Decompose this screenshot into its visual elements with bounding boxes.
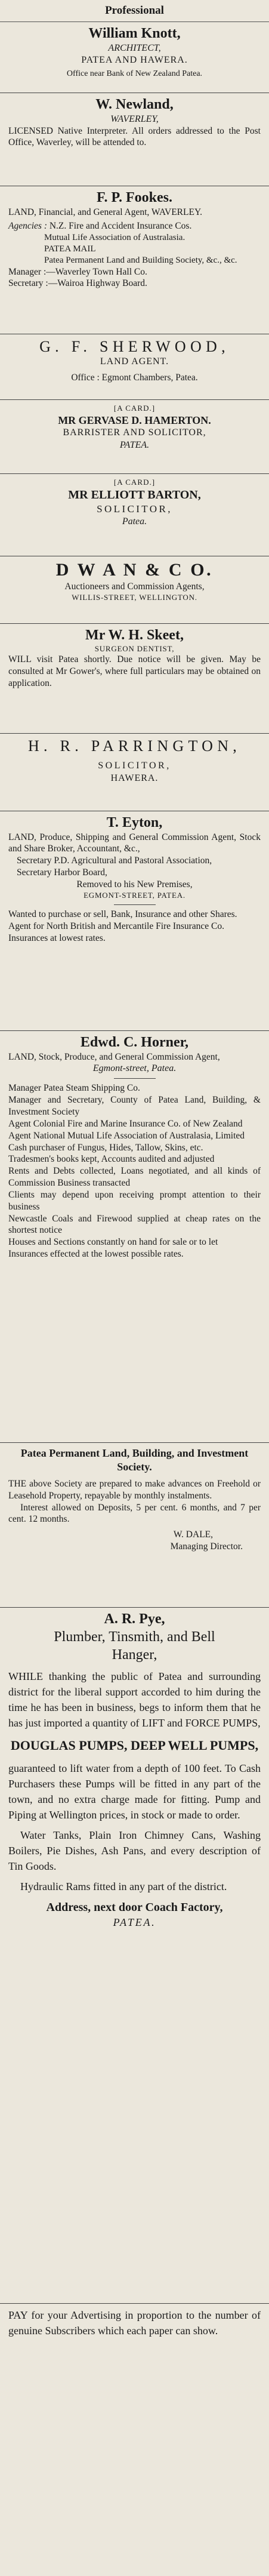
ad-fookes-agency-0: N.Z. Fire and Accident Insurance Cos. — [49, 221, 192, 232]
ad-eyton-line-0: Secretary P.D. Agricultural and Pastoral Association, — [17, 855, 212, 866]
ad-pye-body: WHILE thanking the public of Patea and surrounding district for the liberal support accorded to him during the time he has been in business, begs to inform them that he has just imported a quantity of LIFT and FORCE PUMPS, — [8, 1670, 261, 1729]
ad-skeet-role: SURGEON DENTIST, — [94, 644, 175, 653]
ad-society-signer: W. DALE, — [173, 1529, 213, 1540]
ad-horner-item-0: Manager Patea Steam Shipping Co. — [8, 1083, 140, 1094]
ad-eyton-line-1: Secretary Harbor Board, — [17, 867, 107, 878]
ad-eyton-rule — [114, 904, 156, 905]
ad-knott-role: ARCHITECT, — [108, 42, 161, 53]
ad-sherwood — [0, 334, 269, 400]
ad-parrington-role: SOLICITOR, — [98, 760, 171, 771]
ad-horner-rule — [114, 1078, 156, 1079]
ad-society-body: THE above Society are prepared to make advances on Freehold or Leasehold Property, repayable by monthly instalments. — [8, 1479, 261, 1501]
ad-fookes-agency-1: Mutual Life Association of Australasia. — [44, 233, 185, 243]
ad-pye-trade2: Hanger, — [112, 1646, 157, 1663]
ad-dwan-address: WILLIS-STREET, WELLINGTON. — [72, 592, 197, 602]
ad-pye-trade1: Plumber, Tinsmith, and Bell — [54, 1629, 215, 1645]
ad-pye-address: Address, next door Coach Factory, — [46, 1901, 223, 1915]
ad-hamerton-card: [A CARD.] — [113, 404, 156, 413]
ad-horner-item-7: Clients may depend upon receiving prompt attention to their business — [8, 1189, 261, 1212]
ad-horner-name: Edwd. C. Horner, — [80, 1035, 189, 1050]
ad-fookes-agencies-label: Agencies : — [8, 221, 47, 232]
ad-pye-tanks: Water Tanks, Plain Iron Chimney Cans, Washing Boilers, Pie Dishes, Ash Pans, and every description of Tin Goods. — [8, 1829, 261, 1873]
ad-pye-pumps-body: guaranteed to lift water from a depth of 100 feet. To Cash Purchasers these Pumps will be fitted in any part of the town, and no extra charge made for fitting. Pump and Piping at Wellington prices, in stock or made to order. — [8, 1762, 261, 1821]
ad-hamerton-role: BARRISTER AND SOLICITOR, — [63, 427, 206, 438]
ad-eyton-agent2: Insurances at lowest rates. — [8, 932, 106, 943]
ad-society-signer-role: Managing Director. — [170, 1541, 243, 1552]
ad-fookes-agency-3: Patea Permanent Land and Building Society, &c., &c. — [44, 255, 237, 265]
ad-eyton-body: LAND, Produce, Shipping and General Commission Agent, Stock and Share Broker, Accountant, &c., — [8, 832, 261, 854]
ad-horner-item-10: Insurances effected at the lowest possible rates. — [8, 1249, 184, 1260]
ad-horner-item-4: Cash purchaser of Fungus, Hides, Tallow, Skins, etc. — [8, 1142, 203, 1153]
ad-horner-item-9: Houses and Sections constantly on hand for sale or to let — [8, 1237, 218, 1248]
ad-eyton — [0, 811, 269, 1031]
ad-horner — [0, 1031, 269, 1443]
section-header-text: Professional — [105, 4, 164, 17]
ad-fookes-agencies — [8, 220, 261, 232]
ad-eyton-agent1: Agent for North British and Mercantile Fire Insurance Co. — [8, 921, 225, 931]
ad-fookes-manager: Manager :—Waverley Town Hall Co. — [8, 266, 147, 277]
ad-sherwood-role: LAND AGENT. — [100, 356, 169, 367]
ad-newland-name: W. Newland, — [95, 97, 174, 112]
ad-eyton-wanted: Wanted to purchase or sell, Bank, Insurance and other Shares. — [8, 909, 237, 919]
ad-fookes-body: LAND, Financial, and General Agent, WAVERLEY. — [8, 207, 203, 217]
ad-horner-street: Egmont-street, Patea. — [92, 1063, 177, 1074]
ad-barton — [0, 474, 269, 556]
ad-skeet — [0, 624, 269, 734]
ad-barton-card: [A CARD.] — [113, 478, 156, 487]
ad-knott-office: Office near Bank of New Zealand Patea. — [66, 69, 203, 79]
ad-footer-body: PAY for your Advertising in proportion to the number of genuine Subscribers which each paper can show. — [8, 2309, 261, 2337]
ad-horner-item-8: Newcastle Coals and Firewood supplied at cheap rates on the shortest notice — [8, 1213, 261, 1236]
ad-sherwood-name: G. F. SHERWOOD, — [39, 338, 230, 355]
ad-newland — [0, 93, 269, 186]
ad-skeet-body: WILL visit Patea shortly. Due notice will be given. May be consulted at Mr Gower's, where full particulars may be obtained on application. — [8, 654, 261, 689]
ad-parrington-place: HAWERA. — [110, 773, 159, 783]
ad-dwan — [0, 556, 269, 624]
ad-dwan-role: Auctioneers and Commission Agents, — [64, 581, 205, 592]
ad-pye-address-place: PATEA. — [113, 1916, 156, 1929]
section-header — [0, 0, 269, 22]
ad-fookes-secretary: Secretary :—Wairoa Highway Board. — [8, 278, 147, 289]
ad-knott-place: PATEA AND HAWERA. — [81, 54, 188, 65]
ad-fookes — [0, 186, 269, 334]
ad-society — [0, 1443, 269, 1608]
ad-barton-role: SOLICITOR, — [97, 503, 172, 515]
ad-pye — [0, 1608, 269, 2304]
ad-fookes-agency-2: PATEA MAIL — [44, 244, 96, 254]
ad-knott-name: William Knott, — [88, 26, 181, 41]
ad-barton-place: Patea. — [122, 516, 147, 527]
ad-horner-item-6: Rents and Debts collected, Loans negotiated, and all kinds of Commission Business transacted — [8, 1166, 261, 1189]
ad-horner-item-1: Manager and Secretary, County of Patea Land, Building, & Investment Society — [8, 1095, 261, 1118]
ad-hamerton-place: PATEA. — [119, 440, 150, 451]
ad-society-name: Patea Permanent Land, Building, and Investment Society. — [20, 1447, 249, 1473]
ad-pye-pumps-head: DOUGLAS PUMPS, DEEP WELL PUMPS, — [10, 1737, 259, 1753]
ad-horner-item-3: Agent National Mutual Life Association of Australasia, Limited — [8, 1130, 245, 1141]
ad-parrington — [0, 734, 269, 811]
ad-knott — [0, 22, 269, 93]
ad-skeet-name: Mr W. H. Skeet, — [85, 627, 184, 643]
ad-newland-body: LICENSED Native Interpreter. All orders addressed to the Post Office, Waverley, will be attended to. — [8, 125, 261, 148]
ad-pye-name: A. R. Pye, — [104, 1611, 165, 1627]
ad-horner-item-5: Tradesmen's books kept, Accounts audited and adjusted — [8, 1154, 215, 1165]
ad-eyton-street: EGMONT-STREET, PATEA. — [84, 891, 185, 900]
ad-parrington-name: H. R. PARRINGTON, — [27, 737, 242, 755]
ad-eyton-removed: Removed to his New Premises, — [76, 879, 193, 890]
ad-newland-place: WAVERLEY, — [110, 113, 159, 124]
ad-society-interest: Interest allowed on Deposits, 5 per cent. 6 months, and 7 per cent. 12 months. — [8, 1502, 261, 1525]
ad-sherwood-office: Office : Egmont Chambers, Patea. — [71, 372, 198, 383]
ad-footer — [0, 2304, 269, 2387]
ad-fookes-name: F. P. Fookes. — [97, 190, 172, 205]
ad-dwan-name: D W A N & C O. — [55, 560, 214, 580]
ad-hamerton — [0, 400, 269, 474]
ad-horner-item-2: Agent Colonial Fire and Marine Insurance Co. of New Zealand — [8, 1118, 243, 1129]
ad-hamerton-name: MR GERVASE D. HAMERTON. — [58, 414, 211, 426]
ad-horner-body: LAND, Stock, Produce, and General Commission Agent, — [8, 1051, 220, 1062]
ad-barton-name: MR ELLIOTT BARTON, — [68, 488, 201, 501]
ad-pye-rams: Hydraulic Rams fitted in any part of the district. — [20, 1881, 227, 1893]
ad-eyton-name: T. Eyton, — [106, 815, 163, 830]
